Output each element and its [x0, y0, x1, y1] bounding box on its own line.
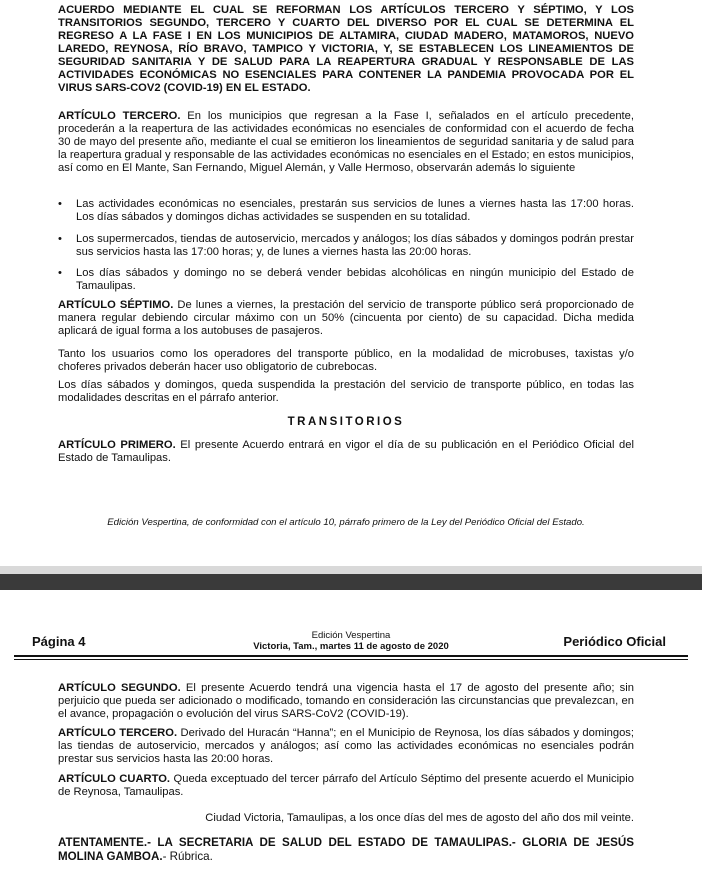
article-seventh-label: ARTÍCULO SÉPTIMO.: [58, 299, 174, 311]
agreement-title: ACUERDO MEDIANTE EL CUAL SE REFORMAN LOS ARTÍCULOS TERCERO Y SÉPTIMO, Y LOS TRANSITORIOS SEGUNDO, TERCERO Y CUARTO DEL DIVERSO POR EL CUAL SE DETERMINA EL REGRESO A LA FASE I EN LOS MUNICIPIOS DE ALTAMIRA, CIUDAD MADERO, MATAMOROS, NUEVO LAREDO, REYNOSA, RÍO BRAVO, TAMPICO Y VICTORIA, Y, SE ESTABLECEN LOS LINEAMIENTOS DE SEGURIDAD SANITARIA Y DE SALUD PARA LA REAPERTURA GRADUAL Y RESPONSABLE DE LAS ACTIVIDADES ECONÓMICAS NO ESENCIALES PARA CONTENER LA PANDEMIA PROVOCADA POR EL VIRUS SARS-COV2 (COVID-19) EN EL ESTADO.: [58, 4, 634, 94]
bullet-icon: •: [58, 198, 62, 210]
page-number: Página 4: [32, 634, 86, 649]
bullet-text: Los días sábados y domingo no se deberá vender bebidas alcohólicas en ningún municipio del Estado de Tamaulipas.: [76, 267, 634, 292]
place-date: Victoria, Tam., martes 11 de agosto de 2020: [253, 641, 449, 652]
edition-footer-note: Edición Vespertina, de conformidad con el artículo 10, párrafo primero de la Ley del Periódico Oficial del Estado.: [107, 517, 585, 528]
users-paragraph: Tanto los usuarios como los operadores del transporte público, en la modalidad de microbuses, taxistas y/o choferes privados deberán hacer uso obligatorio de cubrebocas.: [58, 348, 634, 373]
article-seventh-text: De lunes a viernes, la prestación del servicio de transporte público será proporcionado de manera regular debiendo circular máximo con un 50% (cincuenta por ciento) de su capacidad. Dicha medida aplicará de igual forma a los autobuses de pasajeros.: [58, 299, 634, 337]
bullet-text: Los supermercados, tiendas de autoservicio, mercados y análogos; los días sábados y domingos podrán prestar sus servicios hasta las 17:00 horas; y, de lunes a viernes hasta las 20:00 horas.: [76, 233, 634, 258]
list-item: [58, 233, 634, 259]
signature-text: ATENTAMENTE.- LA SECRETARIA DE SALUD DEL ESTADO DE TAMAULIPAS.- GLORIA DE JESÚS MOLINA GAMBOA.: [58, 836, 634, 863]
list-item: [58, 267, 634, 293]
article-second-paragraph: [58, 682, 634, 721]
article-first-paragraph: [58, 439, 634, 465]
article-fourth-text: Queda exceptuado del tercer párrafo del Artículo Séptimo del presente acuerdo el Municipio de Reynosa, Tamaulipas.: [58, 773, 634, 798]
bullet-text: Las actividades económicas no esenciales, prestarán sus servicios de lunes a viernes hasta las 17:00 horas. Los días sábados y domingos dichas actividades se suspenden en su totalidad.: [76, 198, 634, 223]
article-second-label: ARTÍCULO SEGUNDO.: [58, 682, 181, 694]
edition-label: Edición Vespertina: [311, 630, 391, 641]
bullet-icon: •: [58, 267, 62, 279]
article-fourth-label: ARTÍCULO CUARTO.: [58, 773, 171, 785]
article-second-text: El presente Acuerdo tendrá una vigencia hasta el 17 de agosto del presente año; sin perjuicio que pueda ser adicionado o modificado, tomando en consideración las circunstancias que prevalezcan, en el avance, propagación o evolución del virus SARS-CoV2 (COVID-19).: [58, 682, 634, 720]
article-seventh-paragraph: [58, 299, 634, 338]
list-item: [58, 198, 634, 224]
signature-rubrica: - Rúbrica.: [162, 850, 213, 863]
bullet-icon: •: [58, 233, 62, 245]
article-fourth-paragraph: [58, 773, 634, 799]
article-third-transitory-label: ARTÍCULO TERCERO.: [58, 727, 178, 739]
header-rule: [14, 655, 688, 657]
transitorios-heading: TRANSITORIOS: [287, 416, 405, 428]
signature-block: [58, 836, 634, 864]
publication-name: Periódico Oficial: [563, 634, 666, 649]
weekend-paragraph: Los días sábados y domingos, queda suspendida la prestación del servicio de transporte público, en todas las modalidades descritas en el párrafo anterior.: [58, 379, 634, 404]
article-third-transitory-text: Derivado del Huracán “Hanna”; en el Municipio de Reynosa, los días sábados y domingos; las tiendas de autoservicio, mercados y análogos; así como las actividades económicas no esenciales podrán prestar sus servicios hasta las 20:00 horas.: [58, 727, 634, 765]
article-third-paragraph: [58, 110, 634, 175]
page-gap: [0, 574, 702, 590]
closing-line: Ciudad Victoria, Tamaulipas, a los once días del mes de agosto del año dos mil veinte.: [205, 812, 634, 824]
article-third-text: En los municipios que regresan a la Fase I, señalados en el artículo precedente, procederán a la reapertura de las actividades económicas no esenciales de conformidad con el acuerdo de fecha 30 de mayo del presente año, mediante el cual se emitieron los lineamientos de seguridad sanitaria y de salud para la reapertura gradual y responsable de las actividades económicas no esenciales en el Estado; en estos municipios, así como en El Mante, San Fernando, Miguel Alemán, y Valle Hermoso, observarán además lo siguiente: [58, 110, 634, 174]
article-first-label: ARTÍCULO PRIMERO.: [58, 439, 176, 451]
page-header-center: [200, 630, 502, 652]
article-third-transitory-paragraph: [58, 727, 634, 766]
article-first-text: El presente Acuerdo entrará en vigor el día de su publicación en el Periódico Oficial del Estado de Tamaulipas.: [58, 439, 634, 464]
article-third-label: ARTÍCULO TERCERO.: [58, 110, 181, 122]
header-rule-thin: [14, 659, 688, 660]
